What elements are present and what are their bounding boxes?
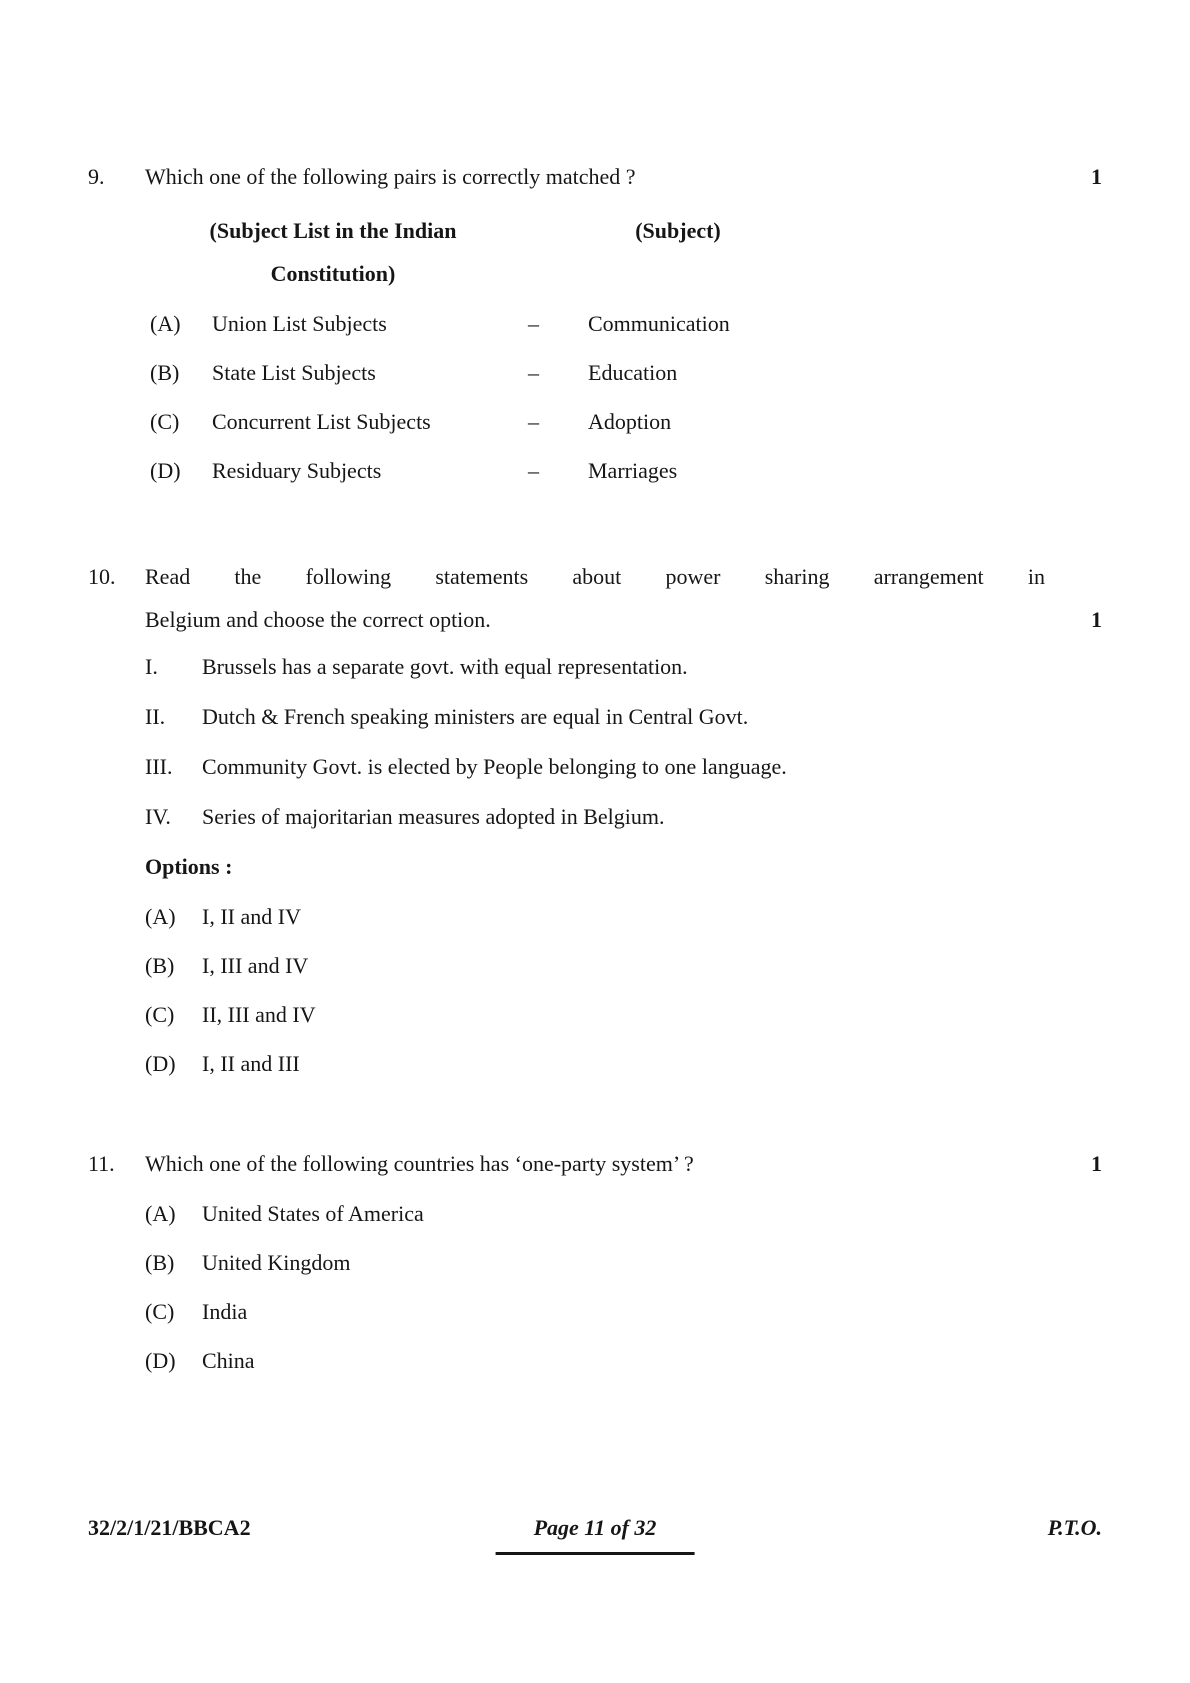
statement-text: Brussels has a separate govt. with equal representation. — [202, 654, 688, 679]
page-footer — [88, 1513, 1102, 1573]
option-subject: State List Subjects — [212, 360, 376, 385]
option-row-c — [150, 407, 1102, 437]
option-row-a — [150, 309, 1102, 339]
question-10 — [88, 562, 1102, 1079]
statement-1 — [145, 652, 1102, 682]
match-header-left-line2: Constitution) — [270, 261, 396, 286]
option-text: India — [202, 1299, 248, 1324]
question-11 — [88, 1149, 1102, 1376]
question-10-row — [88, 562, 1102, 635]
question-10-number: 10. — [88, 564, 116, 589]
question-10-text-line2-row — [145, 605, 1102, 635]
option-text: I, II and IV — [202, 904, 301, 929]
option-label: (C) — [150, 409, 180, 434]
option-match: Communication — [588, 311, 730, 336]
option-label: (D) — [145, 1348, 176, 1373]
option-text: United Kingdom — [202, 1250, 351, 1275]
question-11-number: 11. — [88, 1151, 115, 1176]
question-9 — [88, 162, 1102, 486]
question-11-options — [145, 1199, 1102, 1376]
match-header-left-line1: (Subject List in the Indian — [209, 218, 457, 243]
option-row-d — [150, 456, 1102, 486]
statement-3 — [145, 752, 1102, 782]
question-11-text: Which one of the following countries has ‘one-party system’ ? — [145, 1151, 694, 1176]
pto-label: P.T.O. — [1047, 1515, 1102, 1540]
option-text: I, III and IV — [202, 953, 309, 978]
option-match: Adoption — [588, 409, 672, 434]
option-text: I, II and III — [202, 1051, 300, 1076]
question-9-match-header — [88, 216, 1102, 289]
statement-numeral: II. — [145, 704, 166, 729]
option-row-c — [145, 1297, 1102, 1327]
statement-numeral: III. — [145, 754, 173, 779]
option-label: (D) — [145, 1051, 176, 1076]
option-label: (A) — [150, 311, 181, 336]
option-label: (D) — [150, 458, 181, 483]
option-label: (B) — [145, 1250, 175, 1275]
option-subject: Union List Subjects — [212, 311, 387, 336]
option-row-b — [145, 951, 1102, 981]
match-header-left — [168, 216, 498, 289]
option-subject: Residuary Subjects — [212, 458, 382, 483]
statement-text: Dutch & French speaking ministers are equal in Central Govt. — [202, 704, 749, 729]
question-10-text-line2: Belgium and choose the correct option. — [145, 607, 491, 632]
page-number: Page 11 of 32 — [496, 1513, 695, 1555]
statement-numeral: I. — [145, 654, 158, 679]
option-text: China — [202, 1348, 255, 1373]
option-row-b — [150, 358, 1102, 388]
question-9-options — [150, 309, 1102, 486]
statement-2 — [145, 702, 1102, 732]
match-header-right: (Subject) — [635, 218, 721, 243]
statement-4 — [145, 802, 1102, 832]
question-9-marks: 1 — [1091, 164, 1102, 189]
options-heading: Options : — [145, 854, 233, 879]
statement-text: Community Govt. is elected by People belonging to one language. — [202, 754, 787, 779]
option-label: (C) — [145, 1002, 175, 1027]
question-11-marks: 1 — [1091, 1151, 1102, 1176]
dash-separator: – — [528, 409, 539, 434]
option-match: Education — [588, 360, 678, 385]
option-label: (B) — [150, 360, 180, 385]
option-row-c — [145, 1000, 1102, 1030]
option-match: Marriages — [588, 458, 678, 483]
paper-code: 32/2/1/21/BBCA2 — [88, 1515, 251, 1540]
option-row-d — [145, 1049, 1102, 1079]
option-label: (A) — [145, 904, 176, 929]
question-9-row — [88, 162, 1102, 192]
question-10-options — [145, 902, 1102, 1079]
statement-text: Series of majoritarian measures adopted in Belgium. — [202, 804, 665, 829]
question-9-number: 9. — [88, 164, 105, 189]
question-11-row — [88, 1149, 1102, 1179]
option-text: United States of America — [202, 1201, 424, 1226]
option-label: (C) — [145, 1299, 175, 1324]
question-10-statements — [145, 652, 1102, 832]
option-row-b — [145, 1248, 1102, 1278]
dash-separator: – — [528, 360, 539, 385]
question-10-text — [145, 562, 1102, 635]
question-9-text: Which one of the following pairs is correctly matched ? — [145, 164, 636, 189]
option-label: (A) — [145, 1201, 176, 1226]
option-row-a — [145, 1199, 1102, 1229]
question-10-marks: 1 — [1091, 607, 1102, 632]
option-row-d — [145, 1346, 1102, 1376]
option-row-a — [145, 902, 1102, 932]
question-10-text-line1: Read the following statements about power sharing arrangement in — [145, 564, 1045, 589]
dash-separator: – — [528, 311, 539, 336]
statement-numeral: IV. — [145, 804, 171, 829]
option-text: II, III and IV — [202, 1002, 316, 1027]
option-label: (B) — [145, 953, 175, 978]
option-subject: Concurrent List Subjects — [212, 409, 431, 434]
dash-separator: – — [528, 458, 539, 483]
